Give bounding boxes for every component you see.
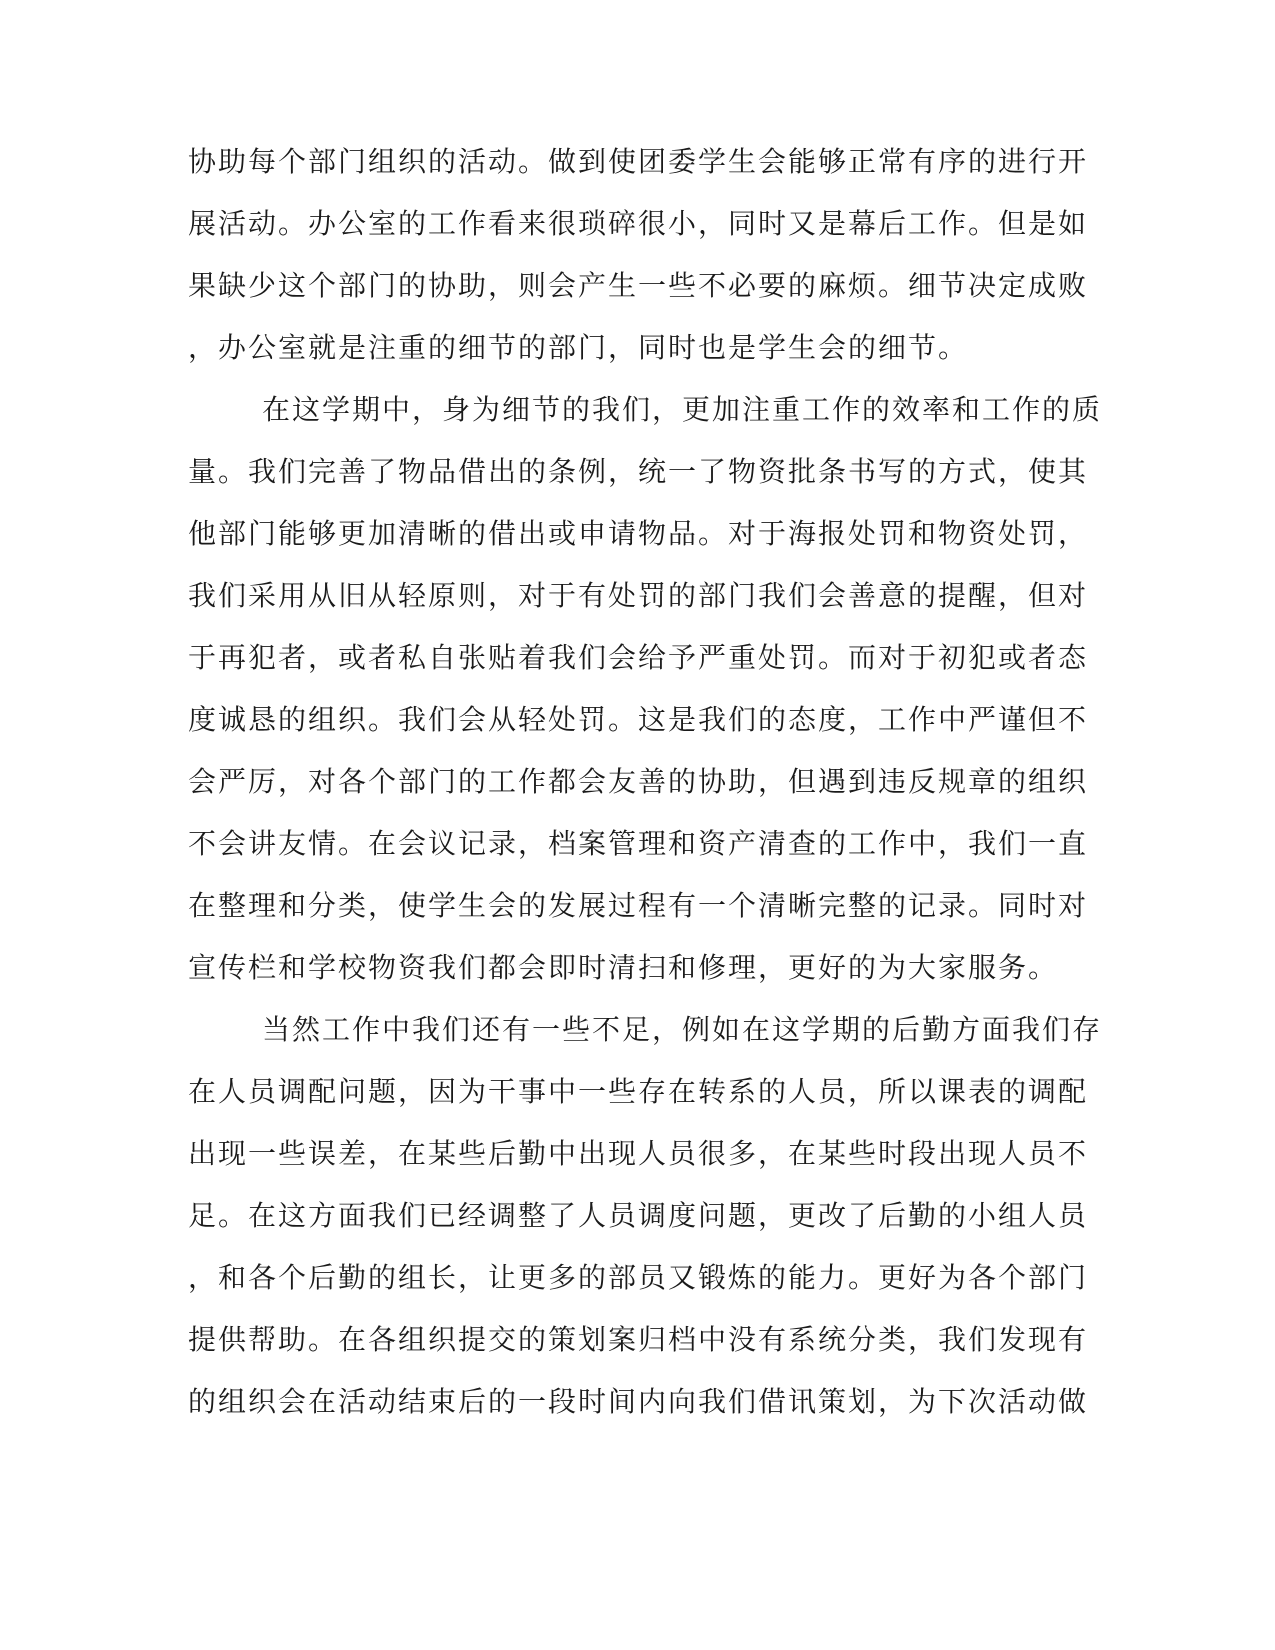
paragraph-first-line: 当然工作中我们还有一些不足，例如在这学期的后勤方面我们存 bbox=[262, 1013, 1103, 1046]
text-line: 不会讲友情。在会议记录，档案管理和资产清查的工作中，我们一直 bbox=[188, 827, 1089, 860]
paragraph-first-line: 在这学期中，身为细节的我们，更加注重工作的效率和工作的质 bbox=[262, 393, 1103, 426]
text-line: 量。我们完善了物品借出的条例，统一了物资批条书写的方式，使其 bbox=[188, 455, 1089, 488]
text-line: 度诚恳的组织。我们会从轻处罚。这是我们的态度，工作中严谨但不 bbox=[188, 703, 1089, 736]
text-line: 他部门能够更加清晰的借出或申请物品。对于海报处罚和物资处罚， bbox=[188, 517, 1089, 550]
text-line: 宣传栏和学校物资我们都会即时清扫和修理，更好的为大家服务。 bbox=[188, 951, 1059, 984]
text-line: ，办公室就是注重的细节的部门，同时也是学生会的细节。 bbox=[188, 331, 969, 364]
text-line: 展活动。办公室的工作看来很琐碎很小，同时又是幕后工作。但是如 bbox=[188, 207, 1089, 240]
text-line: 出现一些误差，在某些后勤中出现人员很多，在某些时段出现人员不 bbox=[188, 1137, 1089, 1170]
text-line: 提供帮助。在各组织提交的策划案归档中没有系统分类，我们发现有 bbox=[188, 1323, 1089, 1356]
body-text bbox=[188, 131, 1103, 1433]
text-line: 果缺少这个部门的协助，则会产生一些不必要的麻烦。细节决定成败 bbox=[188, 269, 1089, 302]
text-line: ，和各个后勤的组长，让更多的部员又锻炼的能力。更好为各个部门 bbox=[188, 1261, 1089, 1294]
text-line: 的组织会在活动结束后的一段时间内向我们借讯策划，为下次活动做 bbox=[188, 1385, 1089, 1418]
text-line: 我们采用从旧从轻原则，对于有处罚的部门我们会善意的提醒，但对 bbox=[188, 579, 1089, 612]
text-line: 协助每个部门组织的活动。做到使团委学生会能够正常有序的进行开 bbox=[188, 145, 1089, 178]
text-line: 于再犯者，或者私自张贴着我们会给予严重处罚。而对于初犯或者态 bbox=[188, 641, 1089, 674]
text-line: 会严厉，对各个部门的工作都会友善的协助，但遇到违反规章的组织 bbox=[188, 765, 1089, 798]
text-line: 足。在这方面我们已经调整了人员调度问题，更改了后勤的小组人员 bbox=[188, 1199, 1089, 1232]
text-line: 在人员调配问题，因为干事中一些存在转系的人员，所以课表的调配 bbox=[188, 1075, 1089, 1108]
text-line: 在整理和分类，使学生会的发展过程有一个清晰完整的记录。同时对 bbox=[188, 889, 1089, 922]
